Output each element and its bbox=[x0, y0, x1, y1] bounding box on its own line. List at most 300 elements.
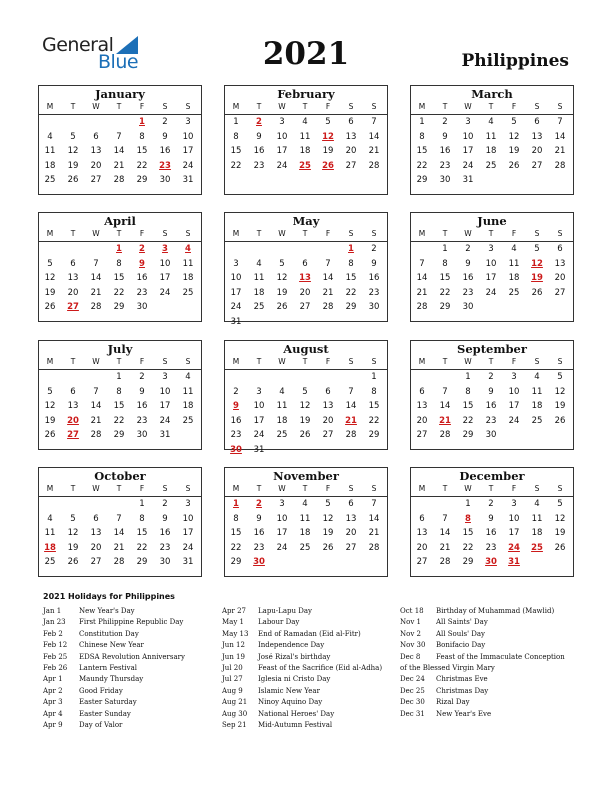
month-name: July bbox=[107, 342, 133, 356]
calendar-date: 27 bbox=[299, 302, 311, 313]
holiday-date: 3 bbox=[162, 244, 168, 254]
calendar-date: 7 bbox=[348, 386, 354, 397]
weekday-label: T bbox=[442, 102, 448, 111]
holiday-date: 25 bbox=[299, 160, 311, 171]
calendar-date: 3 bbox=[465, 117, 471, 127]
weekday-label: F bbox=[511, 357, 517, 366]
weekday-label: W bbox=[92, 229, 100, 238]
calendar-date: 2 bbox=[139, 372, 145, 382]
calendar-date: 22 bbox=[345, 287, 357, 298]
calendar-date: 21 bbox=[368, 528, 380, 539]
weekday-label: W bbox=[464, 102, 472, 111]
month-december bbox=[410, 467, 574, 577]
calendar-date: 16 bbox=[439, 146, 451, 157]
weekday-label: T bbox=[116, 357, 122, 366]
calendar-date: 14 bbox=[554, 131, 566, 142]
calendar-date: 1 bbox=[116, 372, 122, 382]
weekday-label: S bbox=[371, 484, 377, 493]
calendar-date: 20 bbox=[322, 415, 334, 426]
calendar-date: 4 bbox=[534, 372, 540, 382]
month-january bbox=[38, 85, 202, 195]
holiday-date-label: Aug 9 bbox=[222, 686, 243, 695]
calendar-date: 19 bbox=[67, 160, 79, 171]
weekday-label: S bbox=[185, 102, 191, 111]
weekday-label: S bbox=[557, 102, 563, 111]
calendar-date: 30 bbox=[159, 175, 171, 186]
weekday-label: M bbox=[232, 102, 240, 111]
calendar-date: 15 bbox=[462, 528, 474, 539]
calendar-date: 29 bbox=[416, 175, 428, 186]
calendar-date: 4 bbox=[511, 244, 517, 254]
calendar-date: 28 bbox=[554, 160, 566, 171]
calendar-date: 15 bbox=[230, 146, 242, 157]
calendar-date: 18 bbox=[253, 287, 265, 298]
calendar-date: 13 bbox=[531, 131, 543, 142]
calendar-date: 14 bbox=[345, 401, 357, 412]
calendar-date: 10 bbox=[485, 258, 497, 269]
calendar-date: 29 bbox=[345, 302, 357, 313]
logo-general-text: General bbox=[42, 34, 114, 56]
weekday-label: W bbox=[92, 357, 100, 366]
calendar-date: 27 bbox=[416, 430, 428, 441]
calendar-date: 30 bbox=[462, 302, 474, 313]
holiday-date-label: Aug 30 bbox=[222, 709, 248, 718]
weekday-label: W bbox=[92, 102, 100, 111]
month-name: June bbox=[477, 214, 507, 228]
holiday-date: 1 bbox=[116, 244, 122, 254]
weekday-label: T bbox=[70, 229, 76, 238]
holiday-date: 27 bbox=[67, 302, 79, 313]
calendar-date: 23 bbox=[230, 430, 242, 441]
calendar-date: 27 bbox=[416, 557, 428, 568]
holiday-date: 30 bbox=[485, 557, 497, 568]
holiday-date-label: Apr 1 bbox=[43, 675, 63, 684]
calendar-date: 25 bbox=[182, 287, 194, 298]
weekday-label: T bbox=[302, 357, 308, 366]
calendar-date: 26 bbox=[322, 542, 334, 553]
holiday-name: National Heroes' Day bbox=[258, 709, 335, 718]
calendar-date: 9 bbox=[488, 386, 494, 397]
month-name: November bbox=[273, 469, 339, 483]
calendar-date: 2 bbox=[233, 386, 239, 397]
calendar-date: 11 bbox=[182, 258, 194, 269]
calendar-date: 9 bbox=[442, 131, 448, 142]
calendar-date: 5 bbox=[70, 131, 76, 142]
calendar-date: 4 bbox=[279, 386, 285, 397]
holiday-name: Christmas Eve bbox=[436, 675, 488, 684]
calendar-date: 28 bbox=[113, 557, 125, 568]
calendar-date: 5 bbox=[325, 499, 331, 509]
weekday-label: T bbox=[116, 229, 122, 238]
calendar-date: 24 bbox=[462, 160, 474, 171]
holiday-date: 8 bbox=[465, 513, 471, 524]
holiday-date-label: Dec 25 bbox=[400, 686, 425, 695]
calendar-date: 10 bbox=[508, 386, 520, 397]
calendar-date: 23 bbox=[136, 287, 148, 298]
holiday-date-label: Feb 12 bbox=[43, 641, 68, 650]
calendar-date: 25 bbox=[276, 430, 288, 441]
calendar-date: 11 bbox=[485, 131, 497, 142]
calendar-date: 18 bbox=[299, 146, 311, 157]
holiday-name: Labour Day bbox=[258, 618, 300, 627]
weekday-label: W bbox=[92, 484, 100, 493]
holiday-date-label: Jan 1 bbox=[43, 607, 62, 615]
holiday-date: 13 bbox=[299, 273, 311, 284]
month-june bbox=[410, 212, 574, 322]
calendar-date: 27 bbox=[554, 287, 566, 298]
weekday-header bbox=[39, 484, 201, 497]
calendar-date: 18 bbox=[182, 273, 194, 284]
calendar-date: 5 bbox=[557, 372, 563, 382]
calendar-date: 3 bbox=[233, 258, 239, 269]
calendar-date: 18 bbox=[531, 528, 543, 539]
month-august bbox=[224, 340, 388, 455]
calendar-date: 27 bbox=[345, 160, 357, 171]
weekday-label: T bbox=[442, 357, 448, 366]
calendar-date: 6 bbox=[419, 513, 425, 524]
calendar-date: 9 bbox=[371, 258, 377, 269]
holiday-name: New Year's Eve bbox=[436, 709, 492, 718]
weekday-label: W bbox=[278, 357, 286, 366]
holiday-date-label: Nov 1 bbox=[400, 618, 421, 627]
calendar-date: 7 bbox=[371, 499, 377, 509]
calendar-date: 14 bbox=[368, 131, 380, 142]
calendar-date: 13 bbox=[345, 513, 357, 524]
weekday-label: S bbox=[557, 484, 563, 493]
calendar-date: 7 bbox=[325, 258, 331, 269]
weekday-label: M bbox=[232, 229, 240, 238]
holiday-name: Day of Valor bbox=[79, 720, 123, 729]
calendar-date: 22 bbox=[230, 542, 242, 553]
year-title: 2021 bbox=[262, 36, 350, 72]
calendar-date: 5 bbox=[511, 117, 517, 127]
calendar-date: 26 bbox=[531, 287, 543, 298]
holiday-date-label: May 1 bbox=[222, 618, 244, 627]
calendar-date: 8 bbox=[371, 386, 377, 397]
calendar-date: 21 bbox=[368, 146, 380, 157]
weekday-header bbox=[39, 229, 201, 242]
calendar-date: 18 bbox=[44, 160, 56, 171]
calendar-date: 20 bbox=[345, 528, 357, 539]
holiday-date: 4 bbox=[185, 244, 191, 254]
weekday-label: S bbox=[348, 102, 354, 111]
calendar-date: 5 bbox=[325, 117, 331, 127]
calendar-date: 10 bbox=[508, 513, 520, 524]
holiday-date-label: Apr 2 bbox=[43, 686, 63, 695]
calendar-date: 2 bbox=[371, 244, 377, 254]
calendar-date: 11 bbox=[508, 258, 520, 269]
calendar-date: 20 bbox=[299, 287, 311, 298]
calendar-date: 20 bbox=[90, 160, 102, 171]
weekday-label: S bbox=[185, 229, 191, 238]
holiday-date: 1 bbox=[348, 244, 354, 254]
calendar-date: 22 bbox=[462, 415, 474, 426]
calendar-date: 17 bbox=[253, 415, 265, 426]
weekday-label: S bbox=[557, 229, 563, 238]
calendar-date: 19 bbox=[67, 542, 79, 553]
weekday-label: S bbox=[371, 357, 377, 366]
holiday-name: Islamic New Year bbox=[258, 686, 320, 695]
calendar-date: 8 bbox=[465, 386, 471, 397]
calendar-date: 21 bbox=[439, 542, 451, 553]
weekday-label: T bbox=[442, 229, 448, 238]
calendar-date: 11 bbox=[299, 513, 311, 524]
calendar-date: 17 bbox=[230, 287, 242, 298]
holiday-name: Feast of the Sacrifice (Eid al-Adha) bbox=[258, 663, 383, 672]
calendar-date: 25 bbox=[253, 302, 265, 313]
holiday-date: 2 bbox=[256, 117, 262, 127]
holiday-name: Constitution Day bbox=[79, 629, 139, 638]
calendar-date: 6 bbox=[419, 386, 425, 397]
weekday-label: W bbox=[278, 229, 286, 238]
holiday-date-label: Jan 23 bbox=[43, 618, 66, 627]
holiday-name: José Rizal's birthday bbox=[258, 652, 331, 661]
weekday-label: F bbox=[511, 102, 517, 111]
calendar-date: 6 bbox=[534, 117, 540, 127]
calendar-date: 16 bbox=[159, 528, 171, 539]
weekday-header bbox=[225, 102, 387, 115]
calendar-date: 26 bbox=[67, 175, 79, 186]
calendar-date: 24 bbox=[508, 415, 520, 426]
calendar-date: 25 bbox=[299, 542, 311, 553]
calendar-date: 29 bbox=[462, 557, 474, 568]
weekday-label: F bbox=[325, 484, 331, 493]
month-july bbox=[38, 340, 202, 450]
calendar-date: 12 bbox=[554, 386, 566, 397]
calendar-date: 25 bbox=[485, 160, 497, 171]
calendar-date: 3 bbox=[511, 499, 517, 509]
weekday-label: F bbox=[325, 229, 331, 238]
calendar-date: 31 bbox=[159, 430, 171, 441]
calendar-date: 14 bbox=[322, 273, 334, 284]
country-title: Philippines bbox=[461, 51, 569, 71]
weekday-label: T bbox=[256, 484, 262, 493]
weekday-label: S bbox=[534, 484, 540, 493]
weekday-label: M bbox=[232, 484, 240, 493]
calendar-date: 3 bbox=[511, 372, 517, 382]
calendar-date: 1 bbox=[465, 499, 471, 509]
calendar-date: 24 bbox=[182, 160, 194, 171]
holiday-date: 2 bbox=[139, 244, 145, 254]
calendar-date: 16 bbox=[136, 273, 148, 284]
calendar-date: 19 bbox=[322, 146, 334, 157]
calendar-date: 25 bbox=[44, 175, 56, 186]
holiday-name: Chinese New Year bbox=[79, 641, 144, 650]
holiday-name: New Year's Day bbox=[79, 607, 135, 615]
calendar-date: 18 bbox=[531, 401, 543, 412]
holiday-date-label: Feb 2 bbox=[43, 629, 63, 638]
calendar-date: 29 bbox=[136, 175, 148, 186]
calendar-date: 11 bbox=[253, 273, 265, 284]
holiday-name: Bonifacio Day bbox=[436, 641, 486, 650]
holiday-date-label: Dec 24 bbox=[400, 675, 425, 684]
calendar-date: 19 bbox=[44, 287, 56, 298]
weekday-label: M bbox=[418, 102, 426, 111]
calendar-date: 23 bbox=[485, 415, 497, 426]
calendar-date: 20 bbox=[531, 146, 543, 157]
calendar-date: 14 bbox=[113, 528, 125, 539]
calendar-date: 10 bbox=[182, 513, 194, 524]
weekday-label: T bbox=[70, 357, 76, 366]
calendar-date: 22 bbox=[439, 287, 451, 298]
calendar-date: 18 bbox=[508, 273, 520, 284]
weekday-label: F bbox=[139, 484, 145, 493]
calendar-date: 5 bbox=[302, 386, 308, 397]
calendar-date: 19 bbox=[44, 415, 56, 426]
calendar-date: 26 bbox=[67, 557, 79, 568]
holiday-name: Lapu-Lapu Day bbox=[258, 607, 312, 615]
calendar-date: 27 bbox=[531, 160, 543, 171]
holiday-date-label: Aug 21 bbox=[222, 698, 248, 707]
calendar-date: 19 bbox=[322, 528, 334, 539]
calendar-date: 27 bbox=[322, 430, 334, 441]
holiday-date-label: Feb 26 bbox=[43, 663, 68, 672]
weekday-header bbox=[225, 484, 387, 497]
month-april bbox=[38, 212, 202, 322]
calendar-date: 4 bbox=[47, 131, 53, 142]
calendar-date: 4 bbox=[256, 258, 262, 269]
weekday-label: S bbox=[162, 357, 168, 366]
holiday-date-label: May 13 bbox=[222, 629, 249, 638]
calendar-date: 10 bbox=[159, 258, 171, 269]
calendar-date: 12 bbox=[44, 401, 56, 412]
calendar-date: 9 bbox=[162, 131, 168, 142]
calendar-date: 21 bbox=[113, 542, 125, 553]
month-name: September bbox=[457, 342, 527, 356]
calendar-date: 12 bbox=[508, 131, 520, 142]
month-name: March bbox=[471, 87, 513, 101]
calendar-date: 9 bbox=[256, 513, 262, 524]
holiday-date-label: Apr 27 bbox=[222, 607, 247, 615]
holiday-date-label: Oct 18 bbox=[400, 607, 424, 615]
weekday-header bbox=[225, 357, 387, 370]
calendar-date: 20 bbox=[67, 287, 79, 298]
calendar-date: 30 bbox=[136, 302, 148, 313]
holiday-name: Independence Day bbox=[258, 641, 325, 650]
calendar-date: 15 bbox=[136, 528, 148, 539]
calendar-date: 31 bbox=[182, 175, 194, 186]
calendar-date: 17 bbox=[462, 146, 474, 157]
calendar-date: 30 bbox=[485, 430, 497, 441]
calendar-date: 17 bbox=[182, 146, 194, 157]
calendar-date: 28 bbox=[439, 557, 451, 568]
weekday-label: T bbox=[488, 229, 494, 238]
calendar-date: 31 bbox=[230, 317, 242, 327]
holiday-name: All Saints' Day bbox=[436, 618, 488, 627]
month-may bbox=[224, 212, 388, 327]
calendar-date: 16 bbox=[253, 528, 265, 539]
month-name: August bbox=[283, 342, 329, 356]
weekday-label: M bbox=[418, 357, 426, 366]
calendar-date: 2 bbox=[162, 117, 168, 127]
calendar-date: 24 bbox=[159, 287, 171, 298]
calendar-date: 29 bbox=[136, 557, 148, 568]
month-name: October bbox=[94, 469, 146, 483]
holiday-date: 20 bbox=[67, 415, 79, 426]
calendar-date: 10 bbox=[159, 386, 171, 397]
calendar-date: 29 bbox=[113, 430, 125, 441]
holiday-date: 27 bbox=[67, 430, 79, 441]
calendar-date: 11 bbox=[44, 146, 56, 157]
calendar-date: 19 bbox=[276, 287, 288, 298]
calendar-date: 18 bbox=[182, 401, 194, 412]
calendar-date: 3 bbox=[162, 372, 168, 382]
weekday-label: S bbox=[348, 484, 354, 493]
calendar-date: 30 bbox=[439, 175, 451, 186]
calendar-date: 26 bbox=[44, 430, 56, 441]
weekday-label: S bbox=[348, 357, 354, 366]
calendar-date: 10 bbox=[182, 131, 194, 142]
calendar-date: 26 bbox=[554, 415, 566, 426]
holiday-name: First Philippine Republic Day bbox=[79, 618, 184, 627]
calendar-date: 2 bbox=[465, 244, 471, 254]
calendar-date: 1 bbox=[371, 372, 377, 382]
calendar-date: 26 bbox=[508, 160, 520, 171]
holiday-name: Easter Sunday bbox=[79, 709, 131, 718]
weekday-header bbox=[411, 357, 573, 370]
holiday-date: 19 bbox=[531, 273, 543, 284]
calendar-date: 16 bbox=[368, 273, 380, 284]
calendar-date: 2 bbox=[162, 499, 168, 509]
holiday-name: Birthday of Muhammad (Mawlid) bbox=[436, 607, 555, 615]
holiday-date-label: Dec 31 bbox=[400, 709, 425, 718]
calendar-date: 26 bbox=[554, 542, 566, 553]
calendar-date: 12 bbox=[276, 273, 288, 284]
calendar-date: 22 bbox=[136, 542, 148, 553]
weekday-header bbox=[411, 484, 573, 497]
holiday-name: Maundy Thursday bbox=[79, 675, 144, 684]
weekday-label: M bbox=[418, 484, 426, 493]
holiday-name: Easter Saturday bbox=[79, 698, 137, 707]
weekday-label: S bbox=[371, 229, 377, 238]
calendar-date: 23 bbox=[136, 415, 148, 426]
calendar-date: 15 bbox=[462, 401, 474, 412]
holiday-date-label: Nov 2 bbox=[400, 629, 421, 638]
calendar-date: 5 bbox=[47, 386, 53, 397]
weekday-label: F bbox=[511, 484, 517, 493]
weekday-label: F bbox=[139, 102, 145, 111]
calendar-date: 19 bbox=[508, 146, 520, 157]
holiday-name: Rizal Day bbox=[436, 698, 470, 707]
calendar-date: 31 bbox=[253, 445, 265, 455]
page-header bbox=[0, 0, 612, 84]
calendar-date: 2 bbox=[442, 117, 448, 127]
calendar-date: 15 bbox=[416, 146, 428, 157]
weekday-label: F bbox=[139, 229, 145, 238]
calendar-date: 27 bbox=[345, 542, 357, 553]
weekday-label: W bbox=[464, 229, 472, 238]
calendar-date: 28 bbox=[90, 302, 102, 313]
weekday-label: T bbox=[488, 102, 494, 111]
calendar-date: 7 bbox=[371, 117, 377, 127]
calendar-date: 30 bbox=[368, 302, 380, 313]
calendar-date: 16 bbox=[485, 401, 497, 412]
calendar-date: 24 bbox=[276, 160, 288, 171]
holiday-name: Iglesia ni Cristo Day bbox=[258, 675, 331, 684]
weekday-label: S bbox=[185, 357, 191, 366]
weekday-label: S bbox=[371, 102, 377, 111]
calendar-date: 29 bbox=[368, 430, 380, 441]
calendar-date: 19 bbox=[554, 401, 566, 412]
calendar-date: 11 bbox=[299, 131, 311, 142]
weekday-label: M bbox=[46, 484, 54, 493]
holiday-date-label: Feb 25 bbox=[43, 652, 68, 661]
weekday-label: T bbox=[70, 484, 76, 493]
calendar-date: 28 bbox=[322, 302, 334, 313]
calendar-date: 14 bbox=[416, 273, 428, 284]
calendar-date: 17 bbox=[508, 401, 520, 412]
weekday-header bbox=[225, 229, 387, 242]
